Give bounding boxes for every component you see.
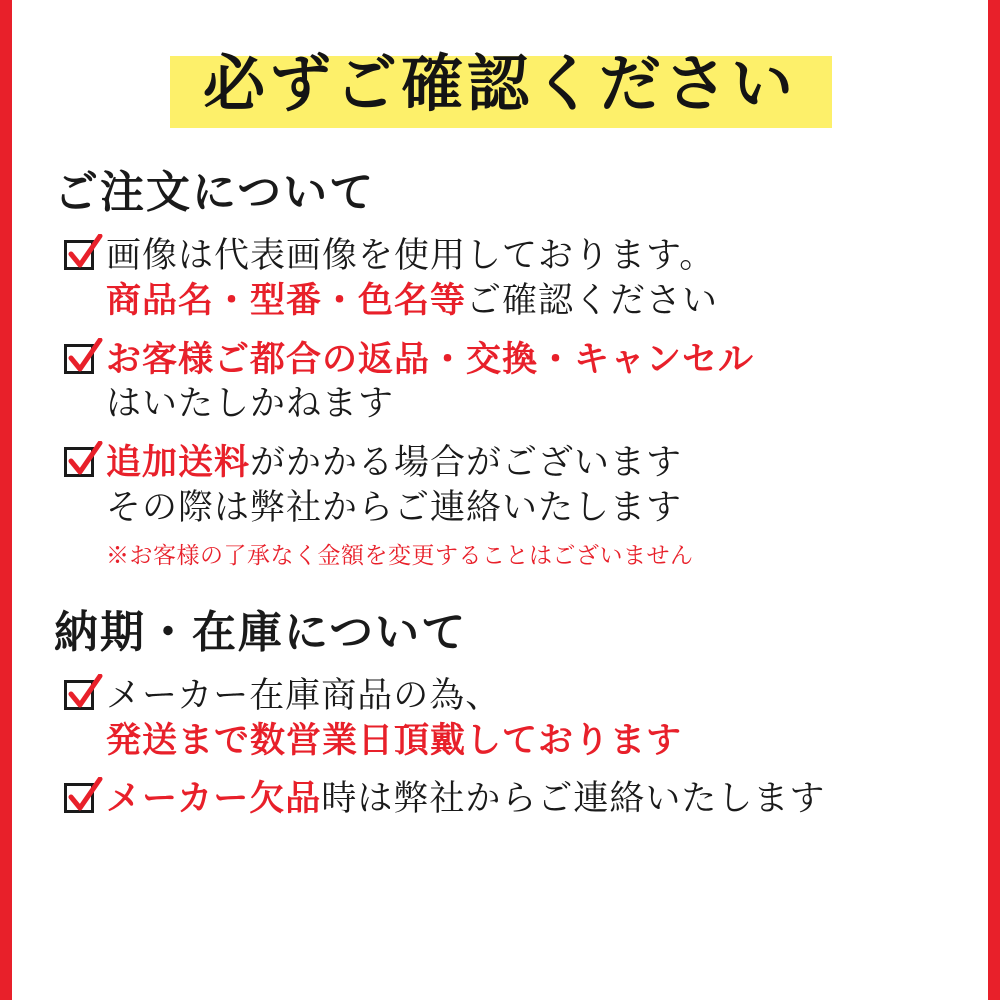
item-line-emphasis: 追加送料 — [106, 442, 251, 484]
item-line — [106, 441, 960, 486]
notice-page — [12, 0, 988, 1000]
list-item — [64, 441, 960, 570]
item-line-emphasis: 商品名・型番・色名等 — [106, 279, 467, 321]
right-red-bar — [988, 0, 1000, 1000]
title-text: 必ずご確認ください — [202, 47, 797, 120]
item-line — [106, 279, 960, 324]
item-line: はいたしかねます — [106, 384, 395, 425]
list-item — [64, 674, 960, 764]
list-item — [64, 777, 960, 822]
item-line-rest: 時は弊社からご連絡いたします — [321, 779, 826, 820]
checkmark-icon — [64, 680, 100, 716]
item-line-emphasis: メーカー欠品 — [106, 778, 322, 820]
item-line: 画像は代表画像を使用しております。 — [106, 236, 716, 276]
item-line: メーカー在庫商品の為、 — [106, 675, 502, 716]
item-line-rest: ご確認ください — [466, 280, 719, 321]
item-line: 発送まで数営業日頂戴しております — [106, 719, 683, 761]
item-line — [106, 777, 960, 822]
left-red-bar — [0, 0, 12, 1000]
list-item — [64, 338, 960, 428]
item-line: その際は弊社からご連絡いたします — [106, 487, 683, 528]
list-item — [64, 234, 960, 324]
item-note: ※お客様の了承なく金額を変更することはございません — [106, 542, 694, 569]
checkmark-icon — [64, 447, 100, 483]
checkmark-icon — [64, 240, 100, 276]
section-heading-delivery: 納期・在庫について — [54, 606, 468, 658]
item-line-rest: がかかる場合がございます — [250, 443, 683, 484]
checkmark-icon — [64, 783, 100, 819]
section-heading-order: ご注文について — [54, 167, 376, 218]
page-title — [40, 34, 960, 134]
item-line: お客様ご都合の返品・交換・キャンセル — [106, 338, 755, 380]
checkmark-icon — [64, 344, 100, 380]
